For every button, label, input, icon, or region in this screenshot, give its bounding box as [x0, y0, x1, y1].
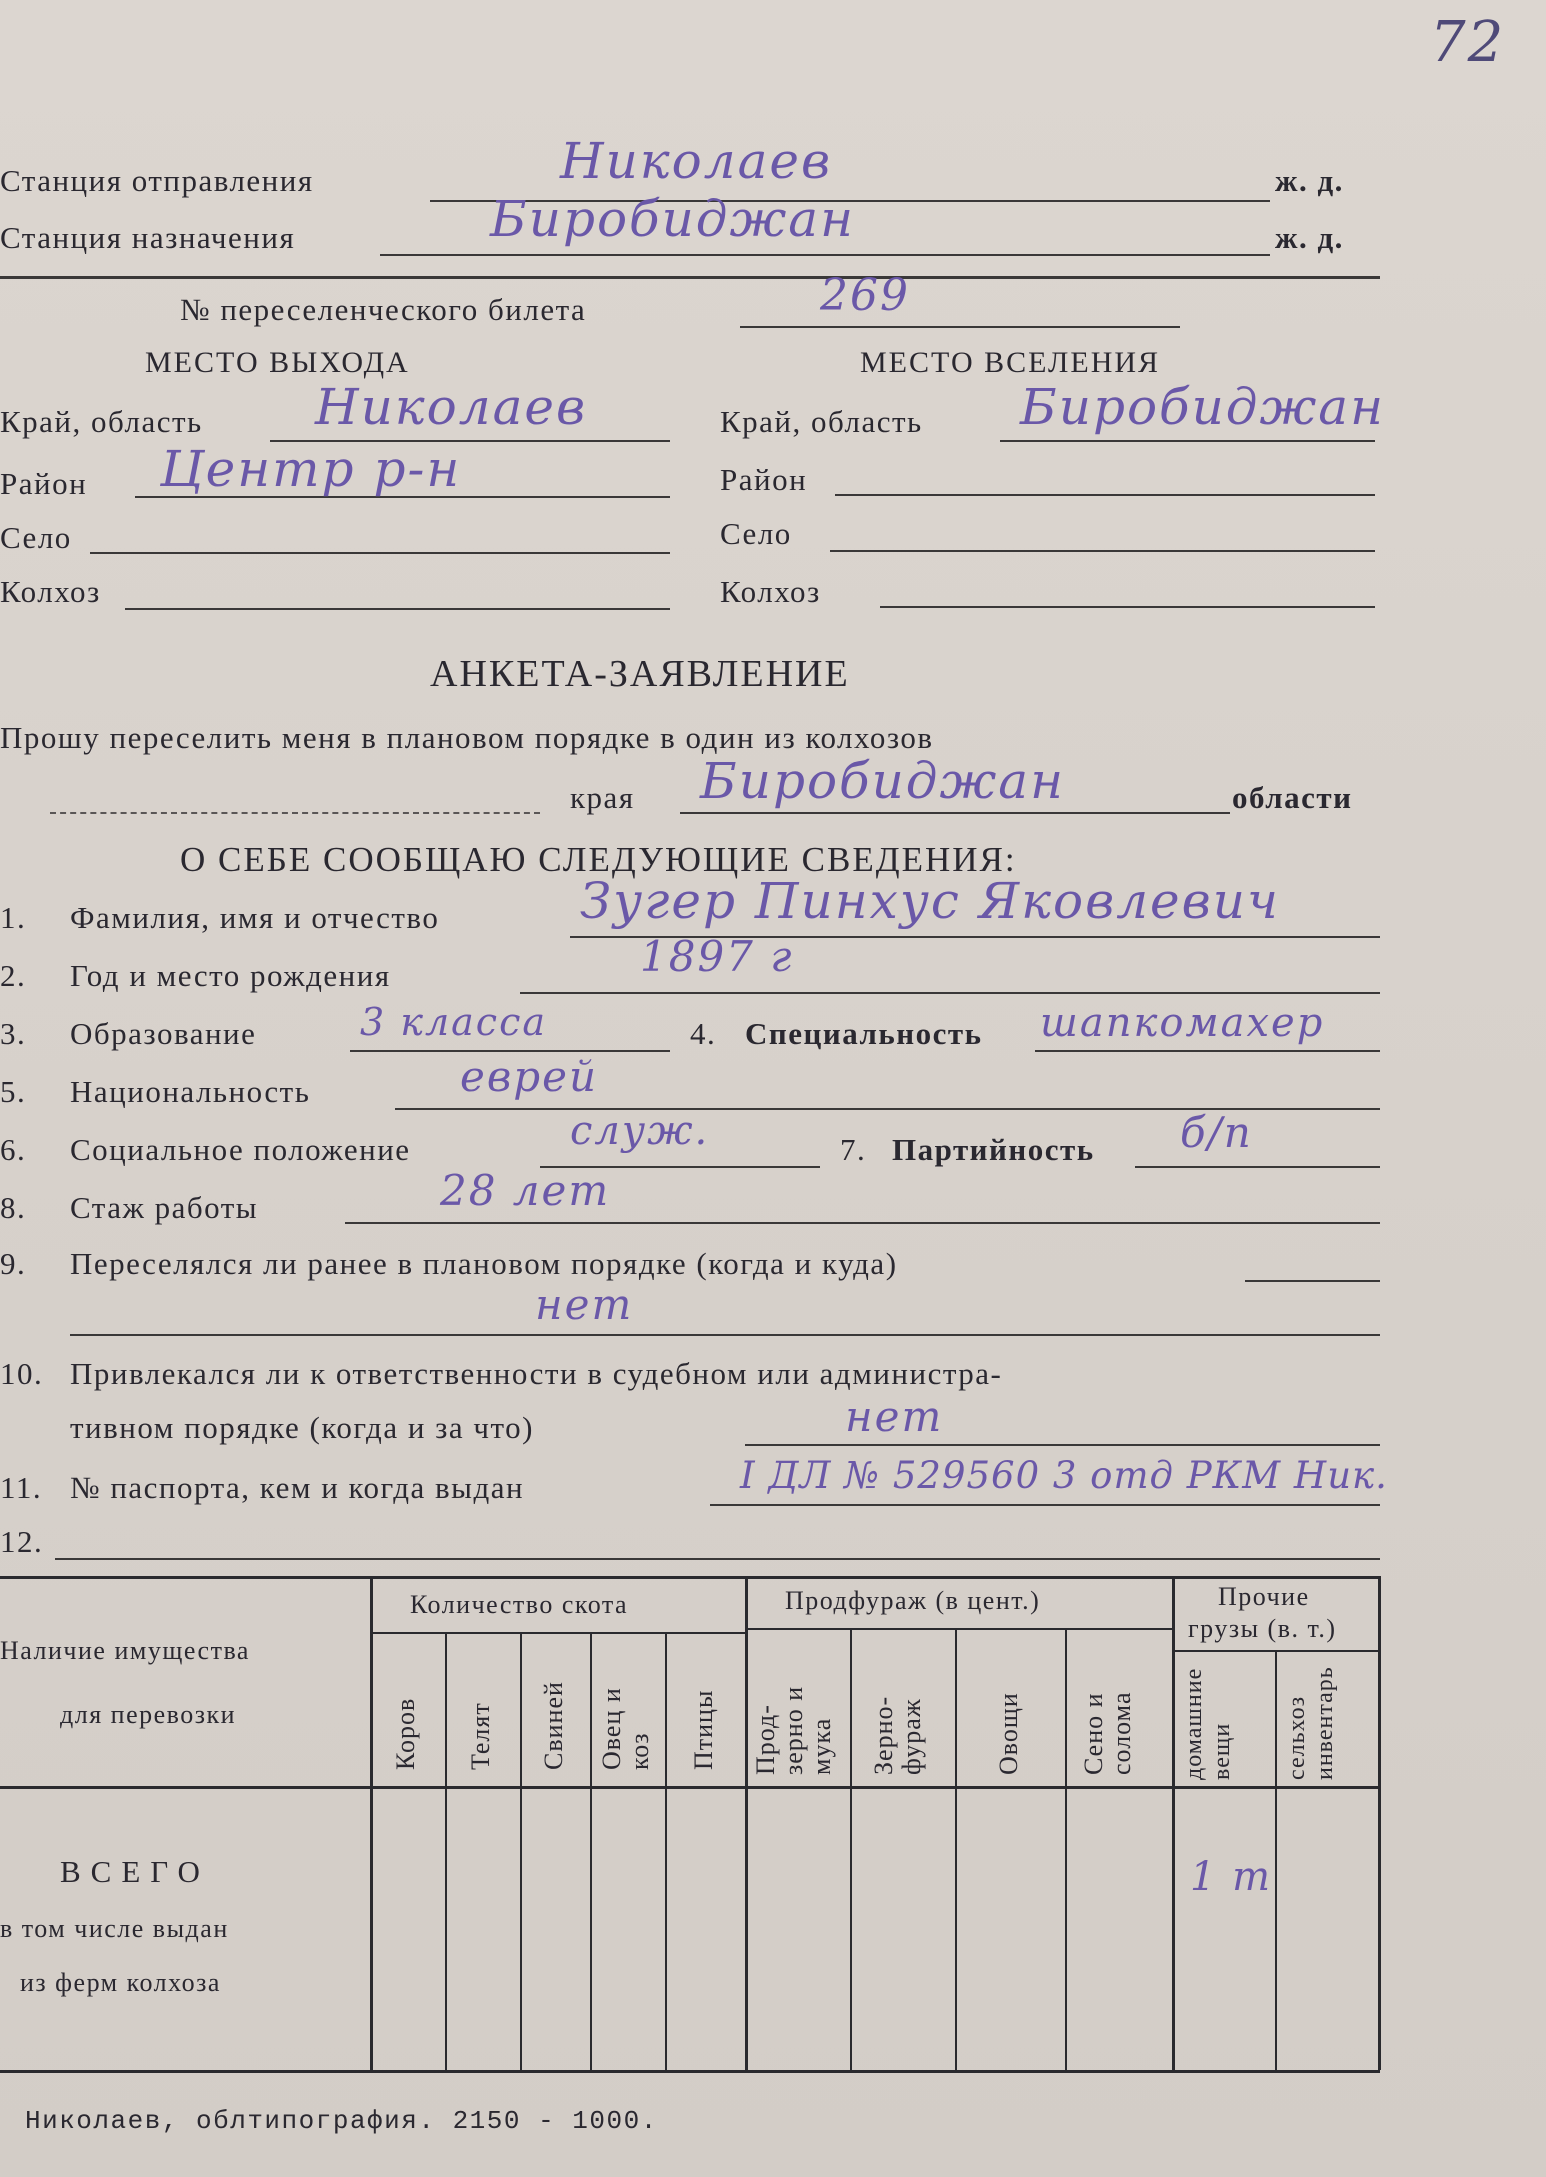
field-7-number: 7.: [840, 1132, 867, 1167]
origin-region-value: Николаев: [315, 378, 588, 436]
printer-footer: Николаев, облтипография. 2150 - 1000.: [25, 2106, 658, 2136]
settlement-heading: МЕСТО ВСЕЛЕНИЯ: [860, 346, 1161, 379]
destination-rail-suffix: ж. д.: [1275, 220, 1344, 255]
field-11-label: № паспорта, кем и когда выдан: [70, 1470, 525, 1505]
table-col-cows: Коров: [391, 1697, 420, 1770]
field-8-number: 8.: [0, 1190, 27, 1225]
request-kraya: края: [570, 780, 635, 815]
settlement-village-line: [830, 550, 1375, 552]
livestock-group-rule: [370, 1632, 745, 1634]
table-col-sep-6: [955, 1628, 957, 2070]
field-6-value: служ.: [570, 1108, 710, 1154]
settlement-region-value: Биробиджан: [1020, 378, 1386, 436]
origin-kolkhoz-label: Колхоз: [0, 574, 101, 609]
field-6-label: Социальное положение: [70, 1132, 411, 1167]
destination-label: Станция назначения: [0, 220, 296, 255]
field-3-value: 3 класса: [360, 1000, 548, 1044]
field-5-value: еврей: [460, 1052, 599, 1101]
field-7-line: [1135, 1166, 1380, 1168]
request-kraya-line: [50, 812, 540, 814]
field-8-label: Стаж работы: [70, 1190, 259, 1225]
settlement-village-label: Село: [720, 516, 792, 551]
departure-label: Станция отправления: [0, 163, 314, 198]
table-col-sep-1: [445, 1632, 447, 2070]
ticket-label: № переселенческого билета: [180, 292, 587, 327]
field-2-line: [520, 992, 1380, 994]
settlement-region-label: Край, область: [720, 404, 923, 439]
table-col-sep-4: [665, 1632, 667, 2070]
field-11-number: 11.: [0, 1470, 43, 1505]
origin-district-label: Район: [0, 466, 88, 501]
field-7-value: б/п: [1180, 1108, 1253, 1157]
table-col-sep-8: [1275, 1650, 1277, 2070]
field-10-number: 10.: [0, 1356, 44, 1391]
field-1-value: Зугер Пинхус Яковлевич: [580, 872, 1281, 930]
field-11-value: I ДЛ № 529560 3 отд РКМ Ник.: [740, 1454, 1388, 1497]
table-sub-label2: из ферм колхоза: [20, 1968, 221, 1997]
field-1-label: Фамилия, имя и отчество: [70, 900, 440, 935]
field-12-line: [55, 1558, 1380, 1560]
field-10-value: нет: [845, 1392, 944, 1441]
field-11-line: [710, 1504, 1380, 1506]
table-col-birds: Птицы: [689, 1689, 718, 1770]
field-9-value: нет: [535, 1280, 634, 1329]
table-total-label: ВСЕГО: [60, 1854, 210, 1889]
table-right-border: [1378, 1576, 1381, 2070]
ticket-value: 269: [820, 270, 910, 321]
table-col-farm-tools: сельхоз инвентарь: [1284, 1666, 1338, 1780]
settlement-district-label: Район: [720, 462, 808, 497]
table-col-household: домашние вещи: [1181, 1667, 1235, 1780]
table-sub-label1: в том числе выдан: [0, 1914, 229, 1943]
destination-value: Биробиджан: [490, 190, 856, 248]
field-4-label: Специальность: [745, 1016, 983, 1051]
origin-heading: МЕСТО ВЫХОДА: [145, 346, 410, 379]
table-col-sep-0: [370, 1576, 373, 2070]
field-4-value: шапкомахер: [1040, 1000, 1325, 1046]
table-col-vegetables: Овощи: [994, 1692, 1023, 1775]
request-line1: Прошу переселить меня в плановом порядке в один из колхозов: [0, 720, 934, 755]
field-2-label: Год и место рождения: [70, 958, 391, 993]
field-12-number: 12.: [0, 1524, 44, 1559]
field-5-number: 5.: [0, 1074, 27, 1109]
fodder-group-rule: [745, 1628, 1172, 1630]
origin-village-label: Село: [0, 520, 72, 555]
ticket-line: [740, 326, 1180, 328]
field-9-line-a: [1245, 1280, 1380, 1282]
field-10-label1: Привлекался ли к ответственности в судебном или администра-: [70, 1356, 1003, 1391]
request-oblasti: области: [1232, 780, 1353, 815]
field-5-label: Национальность: [70, 1074, 311, 1109]
field-9-line-b: [70, 1334, 1380, 1336]
departure-value: Николаев: [560, 132, 833, 190]
table-bottom-border: [0, 2070, 1380, 2073]
table-group-other2: грузы (в. т.): [1188, 1614, 1337, 1643]
field-3-label: Образование: [70, 1016, 257, 1051]
subtitle: О СЕБЕ СООБЩАЮ СЛЕДУЮЩИЕ СВЕДЕНИЯ:: [180, 840, 1017, 879]
table-group-fodder: Продфураж (в цент.): [785, 1586, 1041, 1615]
field-4-line: [1035, 1050, 1380, 1052]
field-8-line: [345, 1222, 1380, 1224]
settlement-district-line: [835, 494, 1375, 496]
table-col-sep-3: [590, 1632, 592, 2070]
departure-rail-suffix: ж. д.: [1275, 163, 1344, 198]
header-divider: [0, 276, 1380, 279]
table-col-pigs: Свиней: [539, 1681, 568, 1770]
table-row-label2: для перевозки: [60, 1700, 237, 1729]
field-10-label2: тивном порядке (когда и за что): [70, 1410, 534, 1445]
field-7-label: Партийность: [892, 1132, 1095, 1167]
field-3-number: 3.: [0, 1016, 27, 1051]
origin-region-label: Край, область: [0, 404, 203, 439]
field-2-value: 1897 г: [640, 932, 794, 981]
field-1-number: 1.: [0, 900, 27, 935]
form-title: АНКЕТА-ЗАЯВЛЕНИЕ: [430, 653, 850, 695]
field-9-number: 9.: [0, 1246, 27, 1281]
origin-kolkhoz-line: [125, 608, 670, 610]
page-number: 72: [1430, 10, 1506, 75]
table-col-calves: Телят: [466, 1702, 495, 1770]
table-household-value: 1 т: [1190, 1854, 1273, 1900]
table-row-label1: Наличие имущества: [0, 1636, 250, 1665]
table-col-sheep-goats: Овец и коз: [597, 1687, 654, 1770]
table-col-sep-group1: [745, 1576, 748, 2070]
field-6-number: 6.: [0, 1132, 27, 1167]
field-10-line: [745, 1444, 1380, 1446]
field-4-number: 4.: [690, 1016, 717, 1051]
table-group-livestock: Количество скота: [410, 1590, 629, 1619]
table-col-sep-5: [850, 1628, 852, 2070]
table-col-prodgrain: Прод-зерно и мука: [751, 1685, 836, 1775]
settlement-kolkhoz-label: Колхоз: [720, 574, 821, 609]
table-group-other1: Прочие: [1218, 1582, 1310, 1611]
table-col-grain-fodder: Зерно-фураж: [869, 1695, 926, 1775]
table-col-sep-2: [520, 1632, 522, 2070]
table-col-sep-7: [1065, 1628, 1067, 2070]
table-col-hay-straw: Сено и солома: [1079, 1691, 1136, 1775]
field-2-number: 2.: [0, 958, 27, 993]
settlement-region-line: [1000, 440, 1375, 442]
request-oblast-value: Биробиджан: [700, 752, 1066, 810]
field-9-label: Переселялся ли ранее в плановом порядке (когда и куда): [70, 1246, 898, 1281]
request-oblast-line: [680, 812, 1230, 814]
settlement-kolkhoz-line: [880, 606, 1375, 608]
origin-district-value: Центр р-н: [160, 440, 462, 498]
origin-village-line: [90, 552, 670, 554]
destination-line: [380, 254, 1270, 256]
field-8-value: 28 лет: [440, 1166, 611, 1215]
